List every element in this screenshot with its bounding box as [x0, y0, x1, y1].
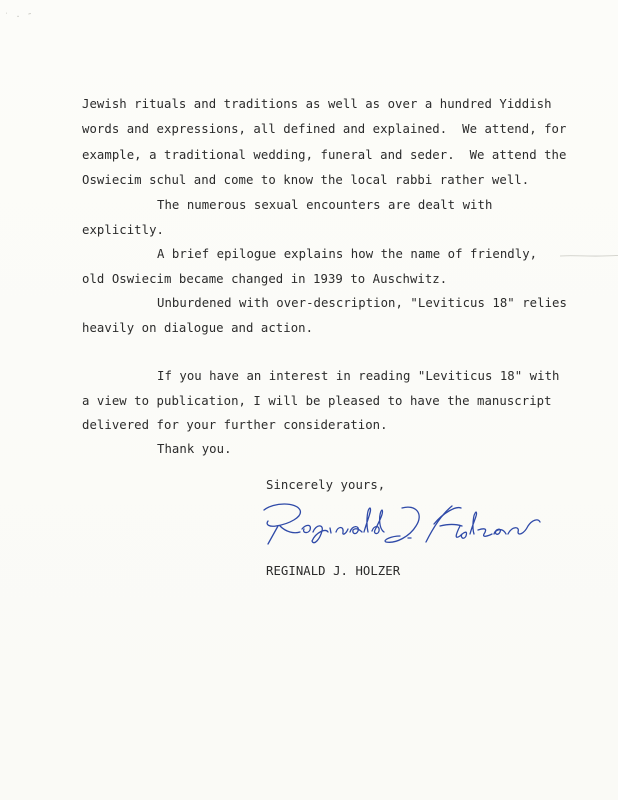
body-line: delivered for your further consideration. — [82, 418, 388, 432]
thank-you-line: Thank you. — [157, 442, 232, 456]
body-line: If you have an interest in reading "Leviticus 18" with — [157, 369, 560, 383]
body-line: Oswiecim schul and come to know the local rabbi rather well. — [82, 173, 530, 187]
body-line: words and expressions, all defined and explained. We attend, for — [82, 122, 567, 136]
body-line: Jewish rituals and traditions as well as over a hundred Yiddish — [82, 97, 552, 111]
signer-name: REGINALD J. HOLZER — [266, 564, 401, 578]
body-line: example, a traditional wedding, funeral and seder. We attend the — [82, 148, 567, 162]
body-line: The numerous sexual encounters are dealt with — [157, 198, 493, 212]
body-line: heavily on dialogue and action. — [82, 321, 314, 335]
closing-salutation: Sincerely yours, — [266, 478, 386, 492]
body-line: Unburdened with over-description, "Leviticus 18" relies — [157, 296, 567, 310]
body-line: A brief epilogue explains how the name of friendly, — [157, 247, 538, 261]
corner-mark: ˙ · ″ — [4, 12, 34, 21]
body-line: explicitly. — [82, 223, 164, 237]
handwritten-signature — [256, 496, 556, 556]
paper-crease — [560, 254, 618, 258]
body-line: a view to publication, I will be pleased to have the manuscript — [82, 394, 552, 408]
body-line: old Oswiecim became changed in 1939 to Auschwitz. — [82, 272, 448, 286]
